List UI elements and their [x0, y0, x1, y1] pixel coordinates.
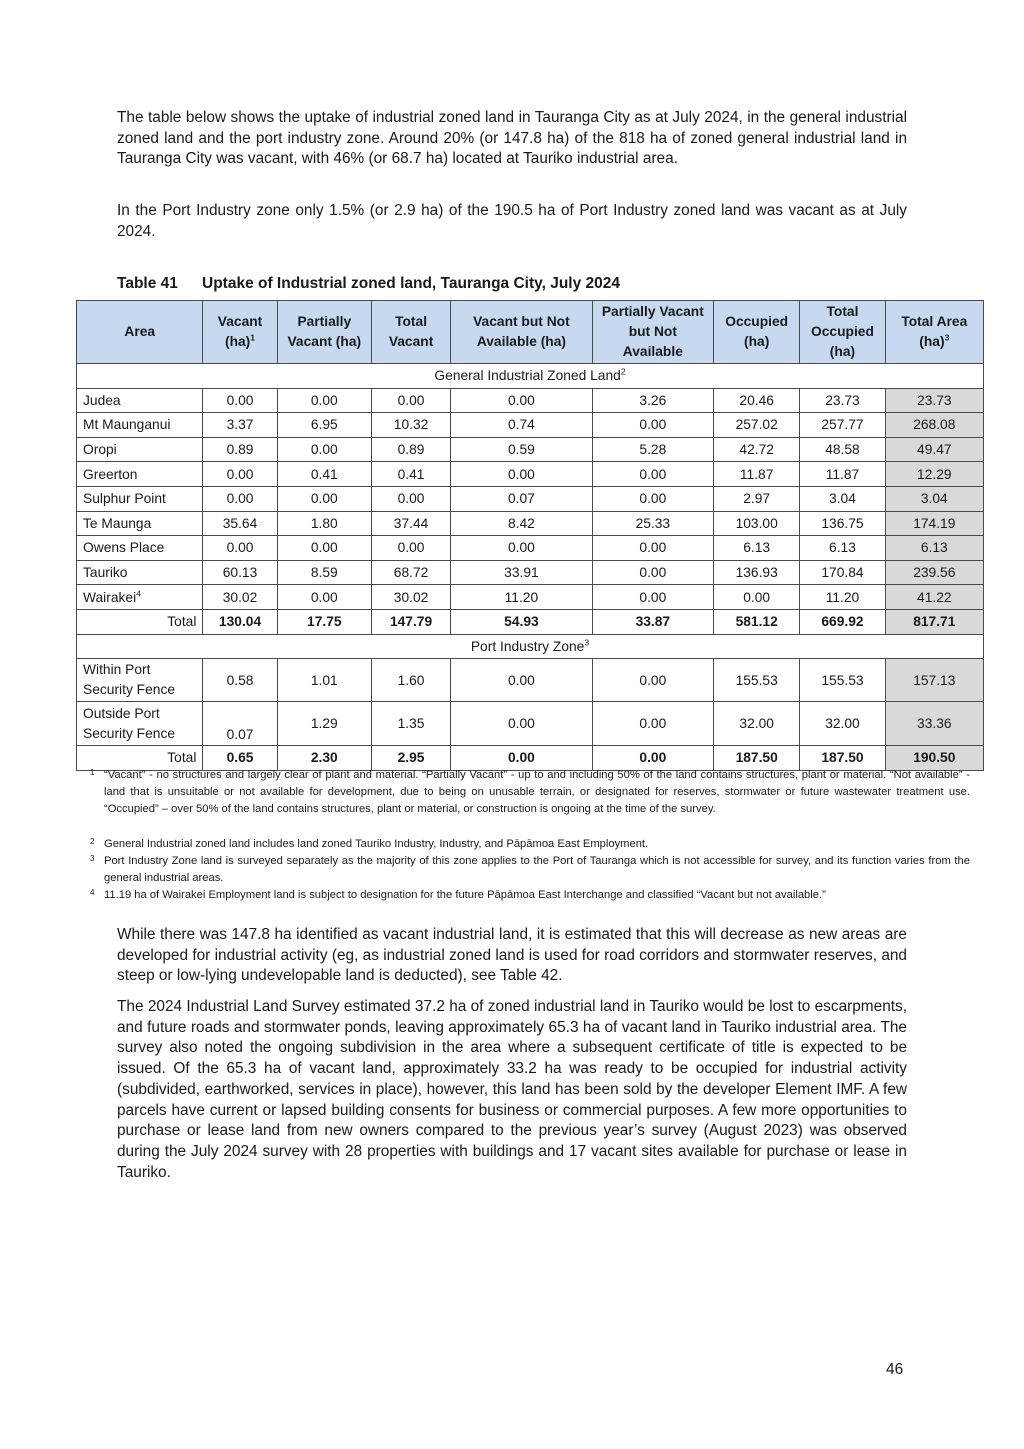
value-cell: 23.73: [800, 388, 885, 413]
value-cell: 17.75: [277, 609, 371, 634]
header-total-vacant: Total Vacant: [371, 301, 450, 364]
value-cell: 37.44: [371, 511, 450, 536]
value-cell: 0.00: [277, 437, 371, 462]
footnote-mark: 1: [90, 768, 95, 777]
value-cell: 30.02: [371, 585, 450, 610]
value-cell: 0.07: [451, 486, 592, 511]
header-partially-vacant-not-available: Partially Vacant but Not Available: [592, 301, 713, 364]
area-cell: Sulphur Point: [77, 486, 203, 511]
value-cell: 0.00: [203, 388, 277, 413]
header-total-area: Total Area (ha)$^3$: [885, 301, 983, 364]
value-cell: 35.64: [203, 511, 277, 536]
value-cell: 0.00: [371, 388, 450, 413]
area-cell: Oropi: [77, 437, 203, 462]
value-cell: 190.50: [885, 746, 983, 771]
value-cell: 0.00: [592, 486, 713, 511]
value-cell: 23.73: [885, 388, 983, 413]
value-cell: 0.58: [203, 659, 277, 702]
value-cell: 32.00: [800, 702, 885, 746]
intro-paragraph-1: The table below shows the uptake of industrial zoned land in Tauranga City as at July 2024, in the general industrial zoned land and the port industry zone. Around 20% (or 147.8 ha) of the 818 ha of zoned general industrial land in Tauranga City was vacant, with 46% (or 68.7 ha) located at Tauriko industrial area.: [117, 109, 907, 168]
table-row: [77, 536, 984, 561]
value-cell: 0.00: [203, 462, 277, 487]
value-cell: 1.29: [277, 702, 371, 746]
value-cell: 2.95: [371, 746, 450, 771]
value-cell: 3.37: [203, 413, 277, 438]
value-cell: 103.00: [714, 511, 800, 536]
value-cell: 6.13: [800, 536, 885, 561]
footnote: [90, 853, 970, 887]
area-cell: Te Maunga: [77, 511, 203, 536]
value-cell: 669.92: [800, 609, 885, 634]
value-cell: 257.77: [800, 413, 885, 438]
table-header-row: [77, 301, 984, 364]
value-cell: 187.50: [714, 746, 800, 771]
value-cell: 0.00: [592, 702, 713, 746]
value-cell: 155.53: [800, 659, 885, 702]
value-cell: 11.87: [800, 462, 885, 487]
footnote-text: Port Industry Zone land is surveyed separately as the majority of this zone applies to the Port of Tauranga which is not accessible for survey, and its function varies from the general industrial areas.: [104, 855, 970, 885]
value-cell: 0.00: [203, 486, 277, 511]
general-industrial-section-row: [77, 364, 984, 389]
value-cell: 1.35: [371, 702, 450, 746]
footnote: [90, 767, 970, 819]
general-industrial-section-row-label: General Industrial Zoned Land$^2$: [77, 364, 984, 389]
value-cell: 8.59: [277, 560, 371, 585]
value-cell: 33.87: [592, 609, 713, 634]
value-cell: 3.04: [885, 486, 983, 511]
value-cell: 6.95: [277, 413, 371, 438]
footnote-text: “Vacant” - no structures and largely clear of plant and material. “Partially Vacant” - up to and including 50% of the land contains structures, plant or material. “Not available” - land that is unsuitable or not available for development, due to being on unusable terrain, or designated for reserves, stormwater or future wastewater treatment use. “Occupied” – over 50% of the land contains structures, plant or material, or construction is ongoing at the time of the survey.: [104, 769, 970, 816]
value-cell: 25.33: [592, 511, 713, 536]
value-cell: 0.00: [451, 462, 592, 487]
page-number: 46: [886, 1361, 904, 1378]
value-cell: 0.00: [451, 388, 592, 413]
header-total-occupied: Total Occupied (ha): [800, 301, 885, 364]
table-caption: [117, 275, 620, 293]
header-vacant-not-available: Vacant but Not Available (ha): [451, 301, 592, 364]
value-cell: 0.00: [451, 536, 592, 561]
value-cell: 33.91: [451, 560, 592, 585]
value-cell: 5.28: [592, 437, 713, 462]
value-cell: 1.80: [277, 511, 371, 536]
value-cell: 8.42: [451, 511, 592, 536]
value-cell: 11.87: [714, 462, 800, 487]
value-cell: 239.56: [885, 560, 983, 585]
value-cell: 0.00: [592, 462, 713, 487]
total-label: Total: [77, 609, 203, 634]
value-cell: 0.00: [277, 536, 371, 561]
value-cell: 3.26: [592, 388, 713, 413]
area-cell: Owens Place: [77, 536, 203, 561]
general-total-row: [77, 609, 984, 634]
value-cell: 257.02: [714, 413, 800, 438]
value-cell: 48.58: [800, 437, 885, 462]
total-label: Total: [77, 746, 203, 771]
value-cell: 41.22: [885, 585, 983, 610]
value-cell: 0.74: [451, 413, 592, 438]
value-cell: 10.32: [371, 413, 450, 438]
value-cell: 0.89: [203, 437, 277, 462]
intro-paragraph-2: In the Port Industry zone only 1.5% (or 2.9 ha) of the 190.5 ha of Port Industry zoned land was vacant as at July 2024.: [117, 202, 907, 240]
value-cell: 54.93: [451, 609, 592, 634]
value-cell: 0.00: [592, 536, 713, 561]
value-cell: 0.00: [592, 560, 713, 585]
value-cell: 0.00: [592, 413, 713, 438]
value-cell: 0.00: [592, 659, 713, 702]
footnote-mark: 3: [90, 854, 95, 863]
value-cell: 174.19: [885, 511, 983, 536]
value-cell: 581.12: [714, 609, 800, 634]
value-cell: 32.00: [714, 702, 800, 746]
footnote: [90, 887, 970, 904]
value-cell: 3.04: [800, 486, 885, 511]
table-row: [77, 413, 984, 438]
value-cell: 20.46: [714, 388, 800, 413]
value-cell: 30.02: [203, 585, 277, 610]
value-cell: 0.00: [277, 388, 371, 413]
value-cell: 0.00: [371, 486, 450, 511]
table-row: [77, 486, 984, 511]
value-cell: 2.30: [277, 746, 371, 771]
footnote-text: General Industrial zoned land includes land zoned Tauriko Industry, Industry, and Pāpāmoa East Employment.: [104, 838, 649, 850]
value-cell: 12.29: [885, 462, 983, 487]
footnote-text: 11.19 ha of Wairakei Employment land is subject to designation for the future Pāpāmoa East Interchange and classified “Vacant but not available.”: [104, 889, 826, 901]
table-row: [77, 560, 984, 585]
value-cell: 1.01: [277, 659, 371, 702]
area-cell: Mt Maunganui: [77, 413, 203, 438]
value-cell: 157.13: [885, 659, 983, 702]
value-cell: 170.84: [800, 560, 885, 585]
header-area: Area: [77, 301, 203, 364]
value-cell: 0.07: [203, 702, 277, 746]
table-row: [77, 388, 984, 413]
value-cell: 42.72: [714, 437, 800, 462]
body-paragraph-1: While there was 147.8 ha identified as vacant industrial land, it is estimated that this will decrease as new areas are developed for industrial activity (eg, as industrial zoned land is used for road corridors and stormwater reserves, and steep or low-lying undevelopable land is deducted), see Table 42.: [117, 926, 907, 985]
value-cell: 0.00: [451, 659, 592, 702]
table-row: [77, 659, 984, 702]
port-industry-section-row: [77, 634, 984, 659]
table-row: [77, 511, 984, 536]
table-row: [77, 585, 984, 610]
footnote-mark: 2: [90, 837, 95, 846]
value-cell: 0.00: [714, 585, 800, 610]
value-cell: 268.08: [885, 413, 983, 438]
value-cell: 0.00: [592, 585, 713, 610]
value-cell: 136.75: [800, 511, 885, 536]
area-cell: Wairakei$^4$: [77, 585, 203, 610]
value-cell: 0.00: [277, 486, 371, 511]
header-partially-vacant: Partially Vacant (ha): [277, 301, 371, 364]
value-cell: 0.00: [203, 536, 277, 561]
value-cell: 0.65: [203, 746, 277, 771]
footnote-mark: 4: [90, 888, 95, 897]
table-row: [77, 702, 984, 746]
value-cell: 0.00: [451, 702, 592, 746]
value-cell: 11.20: [800, 585, 885, 610]
value-cell: 0.00: [592, 746, 713, 771]
header-occupied: Occupied (ha): [714, 301, 800, 364]
industrial-land-table: [76, 300, 984, 771]
value-cell: 155.53: [714, 659, 800, 702]
body-paragraph-2: The 2024 Industrial Land Survey estimated 37.2 ha of zoned industrial land in Tauriko would be lost to escarpments, and future roads and stormwater ponds, leaving approximately 65.3 ha of vacant land in Tauriko industrial area. The survey also noted the ongoing subdivision in the area where a subsequent certificate of title is expected to be issued. Of the 65.3 ha of vacant land, approximately 33.2 ha was ready to be occupied for industrial activity (subdivided, earthworked, services in place), however, this land has been sold by the developer Element IMF. A few parcels have current or lapsed building consents for business or commercial purposes. A few more opportunities to purchase or lease land from new owners compared to the previous year’s survey (August 2023) was observed during the July 2024 survey with 28 properties with buildings and 17 vacant sites available for purchase or lease in Tauriko.: [117, 998, 907, 1181]
value-cell: 0.00: [451, 746, 592, 771]
value-cell: 136.93: [714, 560, 800, 585]
value-cell: 0.00: [277, 585, 371, 610]
value-cell: 0.00: [371, 536, 450, 561]
value-cell: 0.59: [451, 437, 592, 462]
table-row: [77, 462, 984, 487]
value-cell: 187.50: [800, 746, 885, 771]
value-cell: 33.36: [885, 702, 983, 746]
value-cell: 130.04: [203, 609, 277, 634]
header-vacant: Vacant (ha)$^1$: [203, 301, 277, 364]
value-cell: 817.71: [885, 609, 983, 634]
value-cell: 0.41: [371, 462, 450, 487]
value-cell: 6.13: [714, 536, 800, 561]
footnote: [90, 836, 970, 853]
value-cell: 2.97: [714, 486, 800, 511]
value-cell: 6.13: [885, 536, 983, 561]
table-row: [77, 437, 984, 462]
area-cell: Tauriko: [77, 560, 203, 585]
value-cell: 60.13: [203, 560, 277, 585]
value-cell: 11.20: [451, 585, 592, 610]
area-cell: Judea: [77, 388, 203, 413]
value-cell: 0.41: [277, 462, 371, 487]
value-cell: 49.47: [885, 437, 983, 462]
value-cell: 68.72: [371, 560, 450, 585]
value-cell: 147.79: [371, 609, 450, 634]
area-cell: Greerton: [77, 462, 203, 487]
value-cell: 1.60: [371, 659, 450, 702]
value-cell: 0.89: [371, 437, 450, 462]
table-number: Table 41: [117, 275, 178, 292]
area-cell: Outside Port Security Fence: [77, 702, 203, 746]
table-title: Uptake of Industrial zoned land, Tauranga City, July 2024: [202, 275, 621, 292]
port-industry-section-row-label: Port Industry Zone$^3$: [77, 634, 984, 659]
area-cell: Within Port Security Fence: [77, 659, 203, 702]
